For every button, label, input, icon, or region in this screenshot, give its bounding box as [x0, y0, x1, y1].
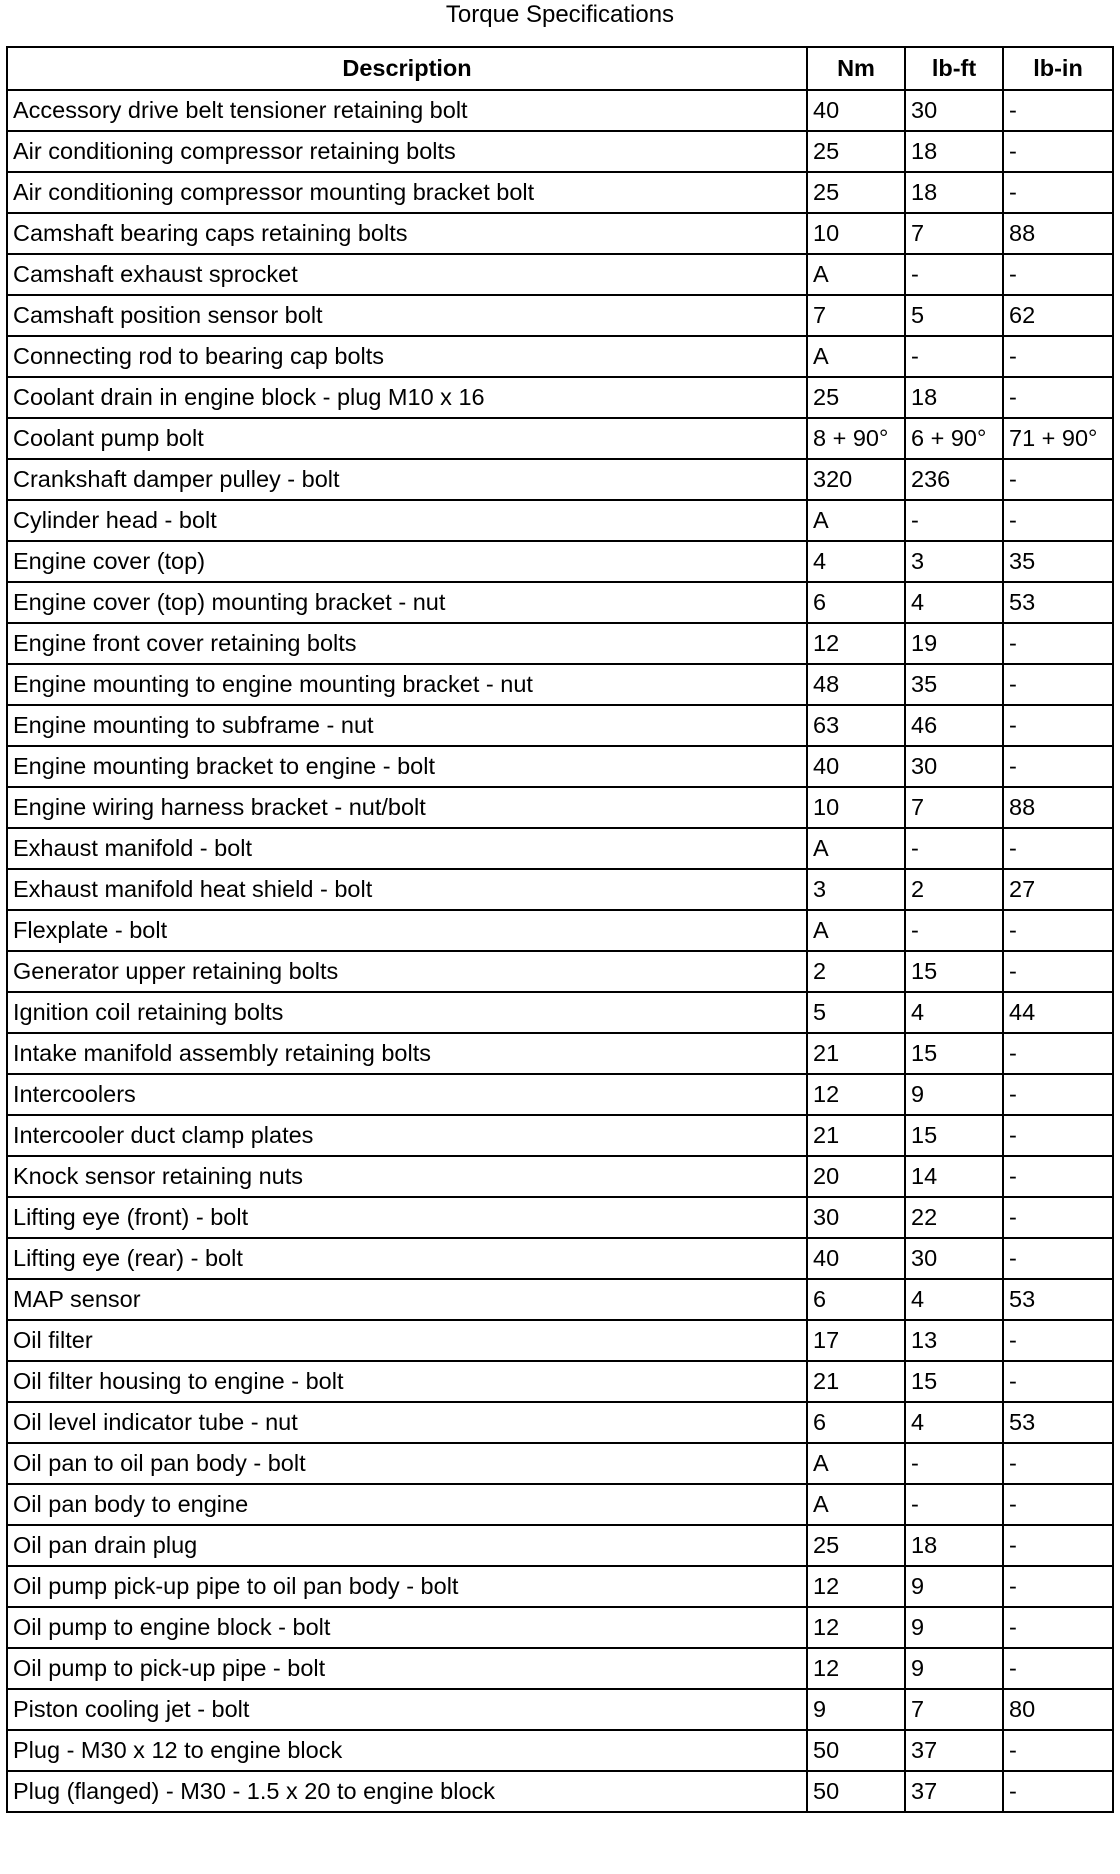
- table-row: [7, 664, 1113, 705]
- cell-nm: 50: [807, 1730, 905, 1771]
- cell-description: Engine cover (top): [7, 541, 807, 582]
- table-row: [7, 1443, 1113, 1484]
- cell-description: Exhaust manifold - bolt: [7, 828, 807, 869]
- table-body: [7, 90, 1113, 1812]
- cell-nm: 6: [807, 1279, 905, 1320]
- table-row: [7, 1730, 1113, 1771]
- cell-lb-ft: 236: [905, 459, 1003, 500]
- cell-lb-in: 88: [1003, 787, 1113, 828]
- table-row: [7, 213, 1113, 254]
- table-row: [7, 500, 1113, 541]
- cell-description: Oil pan drain plug: [7, 1525, 807, 1566]
- cell-description: Generator upper retaining bolts: [7, 951, 807, 992]
- cell-lb-ft: 2: [905, 869, 1003, 910]
- table-row: [7, 336, 1113, 377]
- cell-nm: A: [807, 828, 905, 869]
- cell-lb-ft: -: [905, 910, 1003, 951]
- table-row: [7, 705, 1113, 746]
- cell-lb-ft: 18: [905, 377, 1003, 418]
- cell-lb-ft: 6 + 90°: [905, 418, 1003, 459]
- cell-lb-ft: 9: [905, 1566, 1003, 1607]
- cell-description: Lifting eye (rear) - bolt: [7, 1238, 807, 1279]
- cell-lb-in: -: [1003, 664, 1113, 705]
- cell-nm: 40: [807, 746, 905, 787]
- cell-lb-in: 53: [1003, 582, 1113, 623]
- cell-description: Piston cooling jet - bolt: [7, 1689, 807, 1730]
- cell-description: Camshaft position sensor bolt: [7, 295, 807, 336]
- cell-lb-in: -: [1003, 1320, 1113, 1361]
- table-row: [7, 295, 1113, 336]
- cell-lb-ft: 9: [905, 1648, 1003, 1689]
- cell-lb-in: 80: [1003, 1689, 1113, 1730]
- cell-description: Knock sensor retaining nuts: [7, 1156, 807, 1197]
- cell-lb-in: -: [1003, 1771, 1113, 1812]
- cell-lb-in: -: [1003, 1156, 1113, 1197]
- cell-nm: 25: [807, 172, 905, 213]
- table-row: [7, 90, 1113, 131]
- cell-lb-in: -: [1003, 1484, 1113, 1525]
- cell-description: Engine cover (top) mounting bracket - nut: [7, 582, 807, 623]
- cell-nm: 8 + 90°: [807, 418, 905, 459]
- cell-lb-ft: 22: [905, 1197, 1003, 1238]
- cell-lb-in: -: [1003, 1648, 1113, 1689]
- cell-lb-in: -: [1003, 1525, 1113, 1566]
- cell-lb-in: -: [1003, 910, 1113, 951]
- cell-description: Engine mounting to subframe - nut: [7, 705, 807, 746]
- cell-lb-ft: 7: [905, 213, 1003, 254]
- cell-lb-in: -: [1003, 1074, 1113, 1115]
- header-lb-ft: lb-ft: [905, 47, 1003, 90]
- cell-lb-in: -: [1003, 1238, 1113, 1279]
- header-description: Description: [7, 47, 807, 90]
- cell-lb-in: -: [1003, 705, 1113, 746]
- cell-lb-in: 44: [1003, 992, 1113, 1033]
- cell-lb-in: 53: [1003, 1279, 1113, 1320]
- cell-lb-ft: 18: [905, 131, 1003, 172]
- cell-nm: 10: [807, 213, 905, 254]
- cell-lb-in: -: [1003, 90, 1113, 131]
- cell-lb-ft: 5: [905, 295, 1003, 336]
- table-row: [7, 746, 1113, 787]
- cell-lb-in: -: [1003, 746, 1113, 787]
- cell-lb-in: -: [1003, 459, 1113, 500]
- cell-lb-ft: 7: [905, 1689, 1003, 1730]
- table-row: [7, 1607, 1113, 1648]
- cell-description: Air conditioning compressor mounting bracket bolt: [7, 172, 807, 213]
- cell-nm: A: [807, 1443, 905, 1484]
- cell-lb-ft: 4: [905, 1279, 1003, 1320]
- cell-lb-in: -: [1003, 172, 1113, 213]
- table-row: [7, 377, 1113, 418]
- cell-lb-in: -: [1003, 336, 1113, 377]
- cell-nm: 7: [807, 295, 905, 336]
- cell-lb-ft: -: [905, 1443, 1003, 1484]
- cell-description: Accessory drive belt tensioner retaining bolt: [7, 90, 807, 131]
- cell-description: Crankshaft damper pulley - bolt: [7, 459, 807, 500]
- cell-nm: 6: [807, 582, 905, 623]
- table-row: [7, 1648, 1113, 1689]
- cell-nm: 21: [807, 1033, 905, 1074]
- table-row: [7, 992, 1113, 1033]
- cell-lb-ft: 46: [905, 705, 1003, 746]
- cell-lb-ft: -: [905, 500, 1003, 541]
- cell-description: Oil filter: [7, 1320, 807, 1361]
- cell-description: Lifting eye (front) - bolt: [7, 1197, 807, 1238]
- table-row: [7, 1525, 1113, 1566]
- table-row: [7, 1320, 1113, 1361]
- cell-description: MAP sensor: [7, 1279, 807, 1320]
- table-row: [7, 1115, 1113, 1156]
- cell-nm: 12: [807, 1074, 905, 1115]
- cell-lb-ft: -: [905, 336, 1003, 377]
- cell-lb-in: -: [1003, 828, 1113, 869]
- table-row: [7, 951, 1113, 992]
- cell-lb-in: -: [1003, 1443, 1113, 1484]
- table-row: [7, 1197, 1113, 1238]
- table-row: [7, 1402, 1113, 1443]
- cell-lb-in: -: [1003, 1730, 1113, 1771]
- cell-description: Oil pan to oil pan body - bolt: [7, 1443, 807, 1484]
- table-row: [7, 254, 1113, 295]
- cell-description: Engine front cover retaining bolts: [7, 623, 807, 664]
- cell-lb-ft: 15: [905, 1115, 1003, 1156]
- cell-description: Intercoolers: [7, 1074, 807, 1115]
- cell-nm: 5: [807, 992, 905, 1033]
- cell-nm: 30: [807, 1197, 905, 1238]
- cell-lb-in: -: [1003, 1033, 1113, 1074]
- cell-nm: 10: [807, 787, 905, 828]
- cell-description: Oil level indicator tube - nut: [7, 1402, 807, 1443]
- cell-lb-in: 53: [1003, 1402, 1113, 1443]
- cell-description: Flexplate - bolt: [7, 910, 807, 951]
- cell-nm: A: [807, 910, 905, 951]
- cell-nm: A: [807, 500, 905, 541]
- cell-nm: A: [807, 1484, 905, 1525]
- cell-lb-ft: -: [905, 828, 1003, 869]
- table-row: [7, 1033, 1113, 1074]
- table-row: [7, 1279, 1113, 1320]
- cell-description: Plug - M30 x 12 to engine block: [7, 1730, 807, 1771]
- cell-lb-ft: 37: [905, 1771, 1003, 1812]
- table-row: [7, 582, 1113, 623]
- cell-lb-in: -: [1003, 500, 1113, 541]
- cell-nm: 21: [807, 1361, 905, 1402]
- cell-lb-in: -: [1003, 951, 1113, 992]
- table-row: [7, 869, 1113, 910]
- cell-description: Oil pump pick-up pipe to oil pan body - bolt: [7, 1566, 807, 1607]
- table-row: [7, 131, 1113, 172]
- cell-lb-in: -: [1003, 1115, 1113, 1156]
- cell-description: Oil pump to engine block - bolt: [7, 1607, 807, 1648]
- cell-lb-ft: 7: [905, 787, 1003, 828]
- cell-lb-in: 35: [1003, 541, 1113, 582]
- cell-nm: 320: [807, 459, 905, 500]
- cell-nm: 25: [807, 131, 905, 172]
- cell-lb-ft: -: [905, 1484, 1003, 1525]
- table-row: [7, 1689, 1113, 1730]
- cell-description: Camshaft bearing caps retaining bolts: [7, 213, 807, 254]
- cell-description: Plug (flanged) - M30 - 1.5 x 20 to engine block: [7, 1771, 807, 1812]
- cell-nm: 12: [807, 1566, 905, 1607]
- cell-lb-in: -: [1003, 254, 1113, 295]
- cell-lb-in: -: [1003, 623, 1113, 664]
- cell-description: Connecting rod to bearing cap bolts: [7, 336, 807, 377]
- cell-nm: 2: [807, 951, 905, 992]
- cell-lb-ft: 15: [905, 951, 1003, 992]
- cell-lb-ft: 15: [905, 1361, 1003, 1402]
- cell-nm: 40: [807, 1238, 905, 1279]
- cell-nm: A: [807, 336, 905, 377]
- table-row: [7, 1484, 1113, 1525]
- cell-description: Intercooler duct clamp plates: [7, 1115, 807, 1156]
- cell-lb-ft: 14: [905, 1156, 1003, 1197]
- cell-lb-in: 88: [1003, 213, 1113, 254]
- page-title: Torque Specifications: [445, 1, 675, 28]
- cell-description: Oil filter housing to engine - bolt: [7, 1361, 807, 1402]
- cell-nm: 12: [807, 623, 905, 664]
- cell-nm: 9: [807, 1689, 905, 1730]
- cell-nm: 12: [807, 1648, 905, 1689]
- table-header: [7, 47, 1113, 90]
- cell-description: Exhaust manifold heat shield - bolt: [7, 869, 807, 910]
- table-row: [7, 1566, 1113, 1607]
- cell-nm: A: [807, 254, 905, 295]
- table-row: [7, 910, 1113, 951]
- header-lb-in: lb-in: [1003, 47, 1113, 90]
- cell-nm: 20: [807, 1156, 905, 1197]
- cell-nm: 6: [807, 1402, 905, 1443]
- table-row: [7, 1156, 1113, 1197]
- cell-lb-ft: 15: [905, 1033, 1003, 1074]
- cell-nm: 21: [807, 1115, 905, 1156]
- table-row: [7, 1361, 1113, 1402]
- cell-description: Coolant drain in engine block - plug M10 x 16: [7, 377, 807, 418]
- table-row: [7, 623, 1113, 664]
- table-row: [7, 418, 1113, 459]
- header-nm: Nm: [807, 47, 905, 90]
- table-row: [7, 1238, 1113, 1279]
- table-row: [7, 459, 1113, 500]
- cell-description: Camshaft exhaust sprocket: [7, 254, 807, 295]
- table-row: [7, 172, 1113, 213]
- cell-nm: 63: [807, 705, 905, 746]
- cell-nm: 17: [807, 1320, 905, 1361]
- cell-nm: 40: [807, 90, 905, 131]
- cell-nm: 25: [807, 1525, 905, 1566]
- cell-lb-in: -: [1003, 377, 1113, 418]
- cell-lb-ft: 4: [905, 582, 1003, 623]
- cell-lb-ft: 9: [905, 1074, 1003, 1115]
- cell-lb-ft: 35: [905, 664, 1003, 705]
- cell-lb-ft: 30: [905, 746, 1003, 787]
- cell-lb-ft: 13: [905, 1320, 1003, 1361]
- cell-lb-ft: 19: [905, 623, 1003, 664]
- cell-lb-ft: 4: [905, 1402, 1003, 1443]
- cell-description: Cylinder head - bolt: [7, 500, 807, 541]
- cell-lb-ft: 3: [905, 541, 1003, 582]
- cell-description: Engine mounting bracket to engine - bolt: [7, 746, 807, 787]
- cell-description: Oil pump to pick-up pipe - bolt: [7, 1648, 807, 1689]
- cell-lb-ft: 18: [905, 172, 1003, 213]
- header-row: [7, 47, 1113, 90]
- cell-description: Oil pan body to engine: [7, 1484, 807, 1525]
- cell-description: Intake manifold assembly retaining bolts: [7, 1033, 807, 1074]
- cell-lb-in: 27: [1003, 869, 1113, 910]
- cell-description: Engine mounting to engine mounting bracket - nut: [7, 664, 807, 705]
- table-row: [7, 828, 1113, 869]
- cell-lb-in: -: [1003, 131, 1113, 172]
- table-row: [7, 1771, 1113, 1812]
- cell-description: Coolant pump bolt: [7, 418, 807, 459]
- cell-nm: 4: [807, 541, 905, 582]
- cell-description: Air conditioning compressor retaining bolts: [7, 131, 807, 172]
- cell-lb-ft: 30: [905, 90, 1003, 131]
- torque-spec-table: [6, 46, 1114, 1813]
- cell-nm: 50: [807, 1771, 905, 1812]
- table-row: [7, 787, 1113, 828]
- cell-nm: 25: [807, 377, 905, 418]
- cell-lb-in: -: [1003, 1607, 1113, 1648]
- cell-nm: 3: [807, 869, 905, 910]
- cell-nm: 48: [807, 664, 905, 705]
- cell-lb-ft: 30: [905, 1238, 1003, 1279]
- cell-lb-in: 71 + 90°: [1003, 418, 1113, 459]
- cell-lb-in: -: [1003, 1197, 1113, 1238]
- cell-lb-ft: 37: [905, 1730, 1003, 1771]
- table-row: [7, 1074, 1113, 1115]
- table-row: [7, 541, 1113, 582]
- cell-description: Ignition coil retaining bolts: [7, 992, 807, 1033]
- cell-lb-ft: 18: [905, 1525, 1003, 1566]
- cell-description: Engine wiring harness bracket - nut/bolt: [7, 787, 807, 828]
- cell-lb-in: -: [1003, 1566, 1113, 1607]
- cell-lb-in: 62: [1003, 295, 1113, 336]
- cell-lb-ft: 4: [905, 992, 1003, 1033]
- cell-nm: 12: [807, 1607, 905, 1648]
- cell-lb-ft: 9: [905, 1607, 1003, 1648]
- cell-lb-ft: -: [905, 254, 1003, 295]
- cell-lb-in: -: [1003, 1361, 1113, 1402]
